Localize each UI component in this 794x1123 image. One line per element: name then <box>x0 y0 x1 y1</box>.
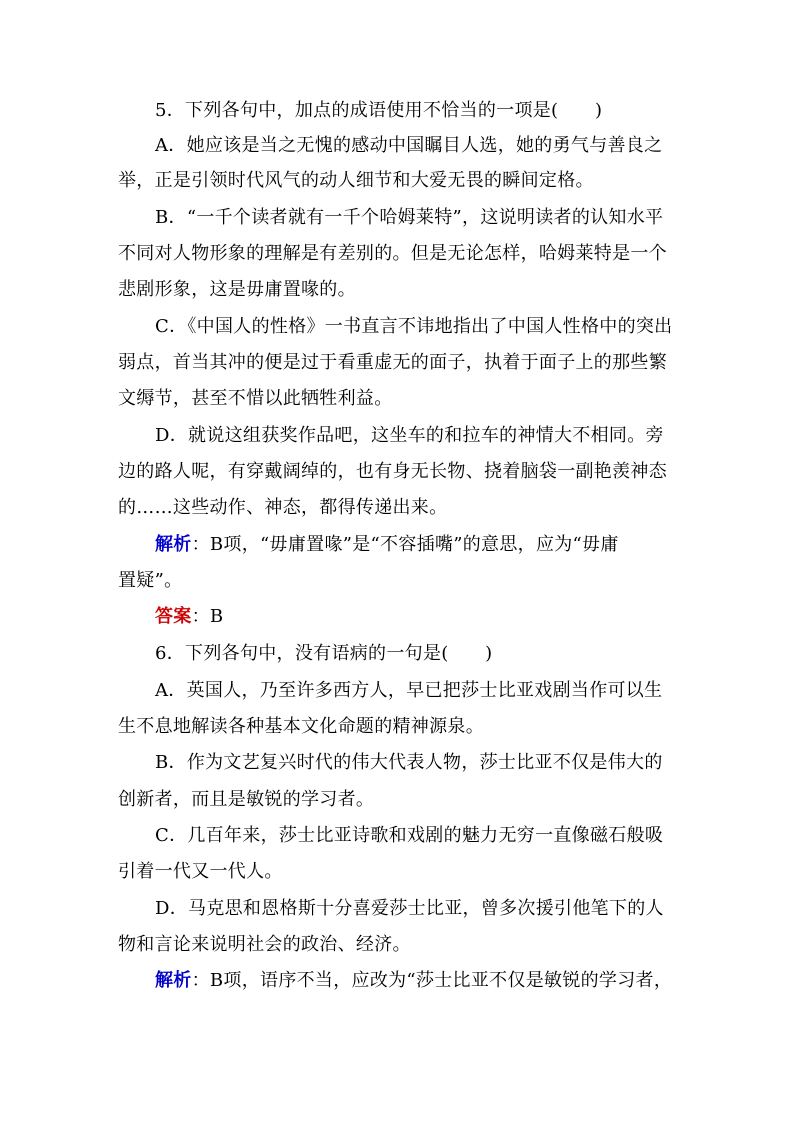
q5-option-c-line3: 文缛节，甚至不惜以此牺牲利益。 <box>118 388 393 409</box>
q6-analysis-text1: ：B项，语序不当，应改为“莎士比亚不仅是敏锐的学习者， <box>191 970 673 991</box>
q6-option-d-line2: 物和言论来说明社会的政治、经济。 <box>118 934 411 955</box>
q5-answer-label: 答案 <box>155 606 192 627</box>
q6-analysis-label: 解析 <box>155 970 192 991</box>
q5-option-a-line1: A．她应该是当之无愧的感动中国瞩目人选，她的勇气与善良之 <box>155 135 663 156</box>
q6-option-a-line1: A．英国人，乃至许多西方人，早已把莎士比亚戏剧当作可以生 <box>155 680 663 701</box>
q5-option-b-line2: 不同对人物形象的理解是有差别的。但是无论怎样，哈姆莱特是一个 <box>118 243 667 264</box>
q5-analysis-text1: ：B项，“毋庸置喙”是“不容插嘴”的意思，应为“毋庸 <box>191 534 619 555</box>
q5-answer-line <box>155 602 715 632</box>
q5-option-a-line2: 举，正是引领时代风气的动人细节和大爱无畏的瞬间定格。 <box>118 170 594 191</box>
q5-option-b-line3: 悲剧形象，这是毋庸置喙的。 <box>118 279 356 300</box>
q5-answer-value: ：B <box>191 606 224 627</box>
q6-stem: 6．下列各句中，没有语病的一句是( ) <box>155 643 493 664</box>
q6-option-b-line2: 创新者，而且是敏锐的学习者。 <box>118 789 375 810</box>
q6-option-d-line1: D．马克思和恩格斯十分喜爱莎士比亚，曾多次援引他笔下的人 <box>155 898 664 919</box>
q6-analysis-line1 <box>155 966 715 996</box>
q6-option-b-line1: B．作为文艺复兴时代的伟大代表人物，莎士比亚不仅是伟大的 <box>155 752 663 773</box>
q5-stem: 5．下列各句中，加点的成语使用不恰当的一项是( ) <box>155 100 603 121</box>
q5-option-b-line1: B．“一千个读者就有一千个哈姆莱特”，这说明读者的认知水平 <box>155 207 664 228</box>
q5-analysis-line1 <box>155 530 715 560</box>
q5-option-c-line1: C．《中国人的性格》一书直言不讳地指出了中国人性格中的突出 <box>155 316 673 337</box>
q6-option-a-line2: 生不息地解读各种基本文化命题的精神源泉。 <box>118 716 484 737</box>
q5-option-d-line1: D．就说这组获奖作品吧，这坐车的和拉车的神情大不相同。旁 <box>155 425 664 446</box>
q5-analysis-label: 解析 <box>155 534 192 555</box>
q5-option-c-line2: 弱点，首当其冲的便是过于看重虚无的面子，执着于面子上的那些繁 <box>118 352 667 373</box>
q5-option-d-line3: 的……这些动作、神态，都得传递出来。 <box>118 497 448 518</box>
q6-option-c-line1: C．几百年来，莎士比亚诗歌和戏剧的魅力无穷一直像磁石般吸 <box>155 825 664 846</box>
q5-analysis-line2: 置疑”。 <box>118 570 183 591</box>
q6-option-c-line2: 引着一代又一代人。 <box>118 861 283 882</box>
q5-option-d-line2: 边的路人呢，有穿戴阔绰的，也有身无长物、挠着脑袋一副艳羡神态 <box>118 461 667 482</box>
